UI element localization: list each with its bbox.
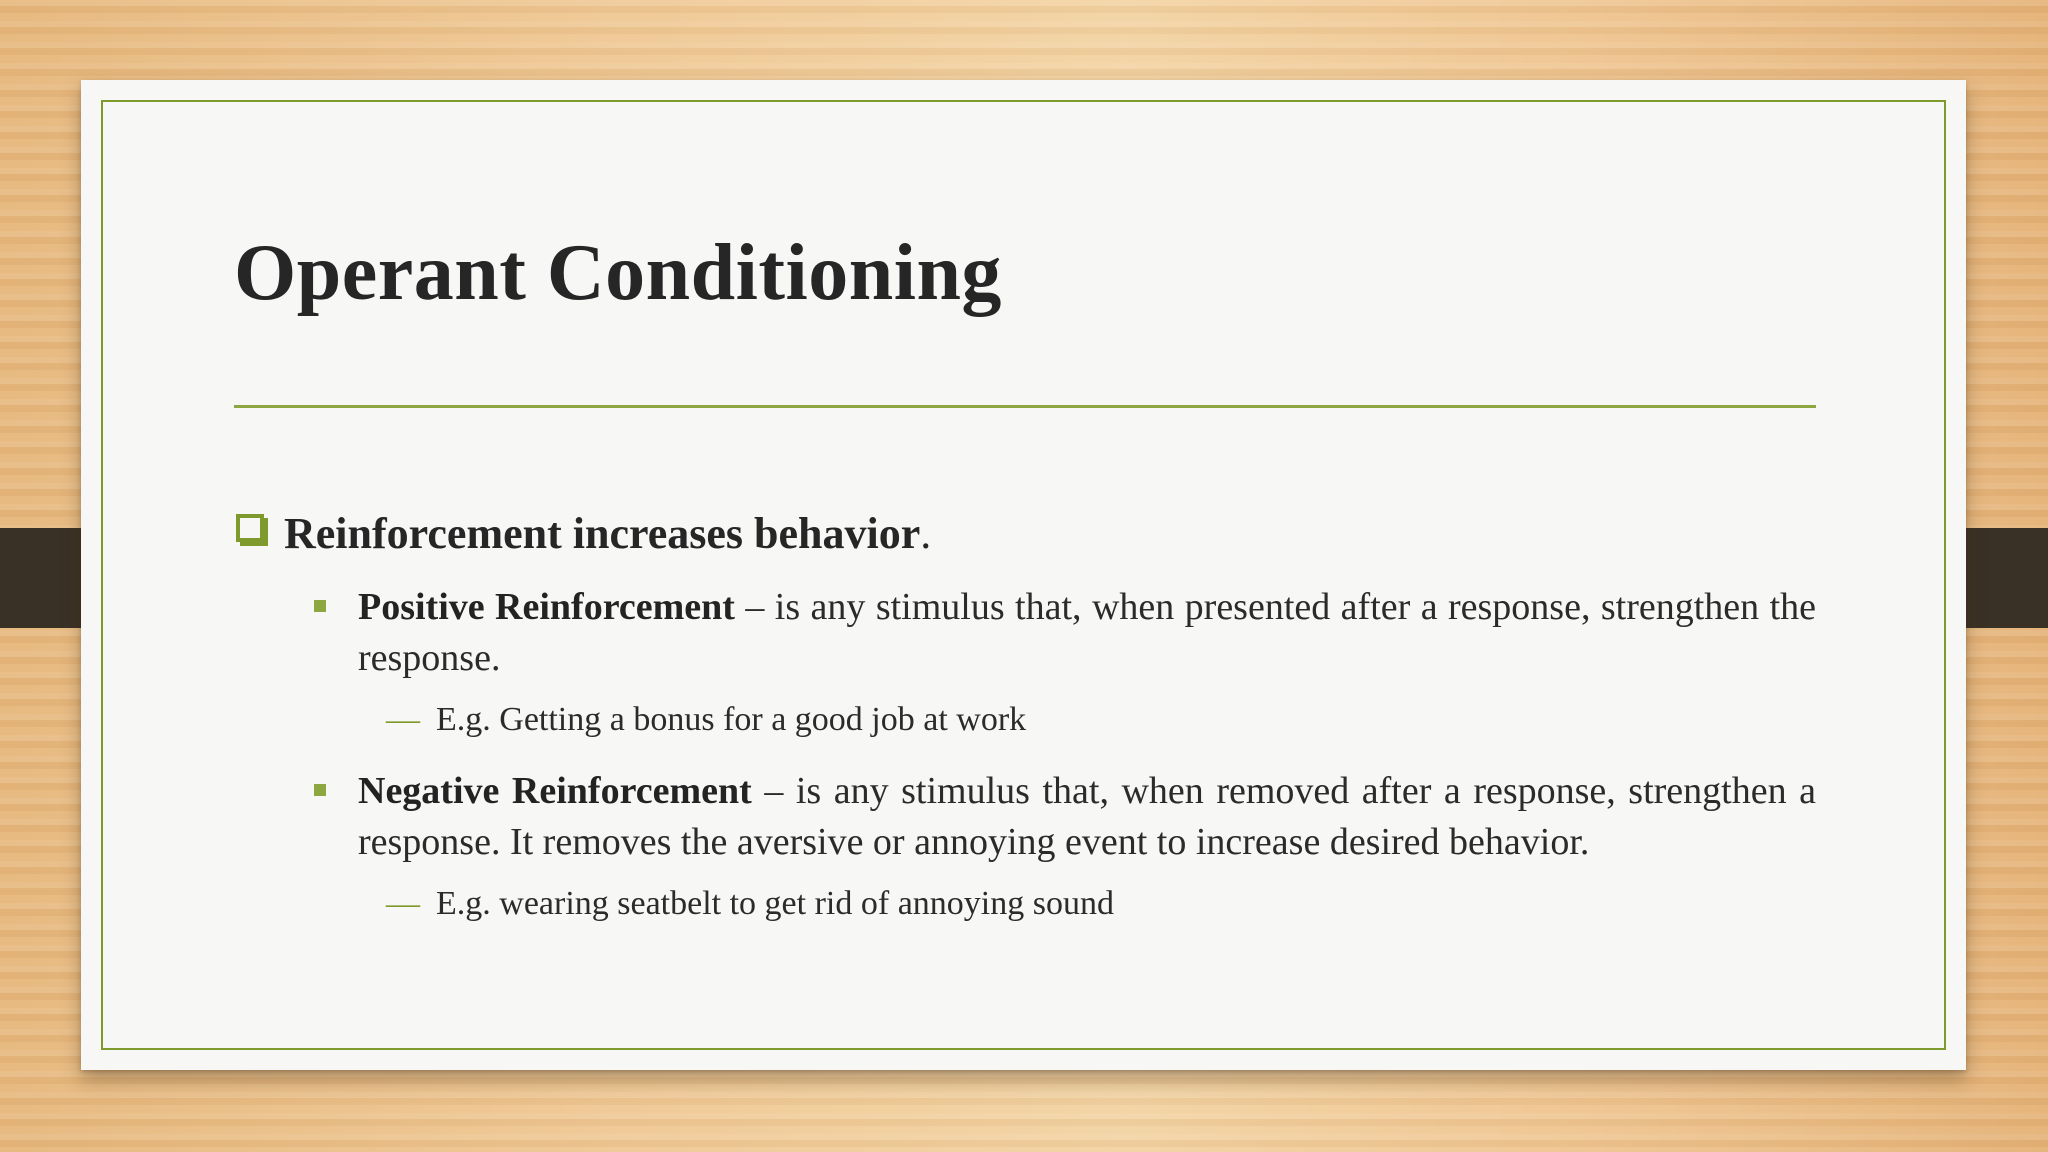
positive-term: Positive Reinforcement <box>358 586 735 628</box>
example-positive-text: E.g. Getting a bonus for a good job at work <box>436 701 1027 738</box>
example-negative-text: E.g. wearing seatbelt to get rid of annoying sound <box>436 885 1114 922</box>
dash-bullet-icon: — <box>386 701 420 738</box>
slide-card <box>81 80 1966 1070</box>
negative-definition: – is any stimulus that, when removed after a response, strengthen a response. It removes the aversive or annoying event to increase desired behavior. <box>358 770 1816 863</box>
slide-title: Operant Conditioning <box>234 229 1002 317</box>
dash-bullet-icon: — <box>386 885 420 922</box>
positive-definition: – is any stimulus that, when presented after a response, strengthen the response. <box>358 586 1816 679</box>
square-bullet-icon <box>314 600 326 612</box>
title-divider <box>234 405 1816 408</box>
slide-content <box>234 508 1816 926</box>
checkbox-icon <box>236 514 264 542</box>
square-bullet-icon <box>314 784 326 796</box>
main-bullet-text: Reinforcement increases behavior <box>284 509 921 558</box>
main-bullet <box>234 508 1816 560</box>
sub-bullet-negative <box>358 766 1816 868</box>
example-negative <box>386 882 1816 926</box>
sub-bullet-positive <box>358 582 1816 684</box>
main-bullet-period: . <box>920 509 932 558</box>
example-positive <box>386 698 1816 742</box>
negative-term: Negative Reinforcement <box>358 770 752 812</box>
